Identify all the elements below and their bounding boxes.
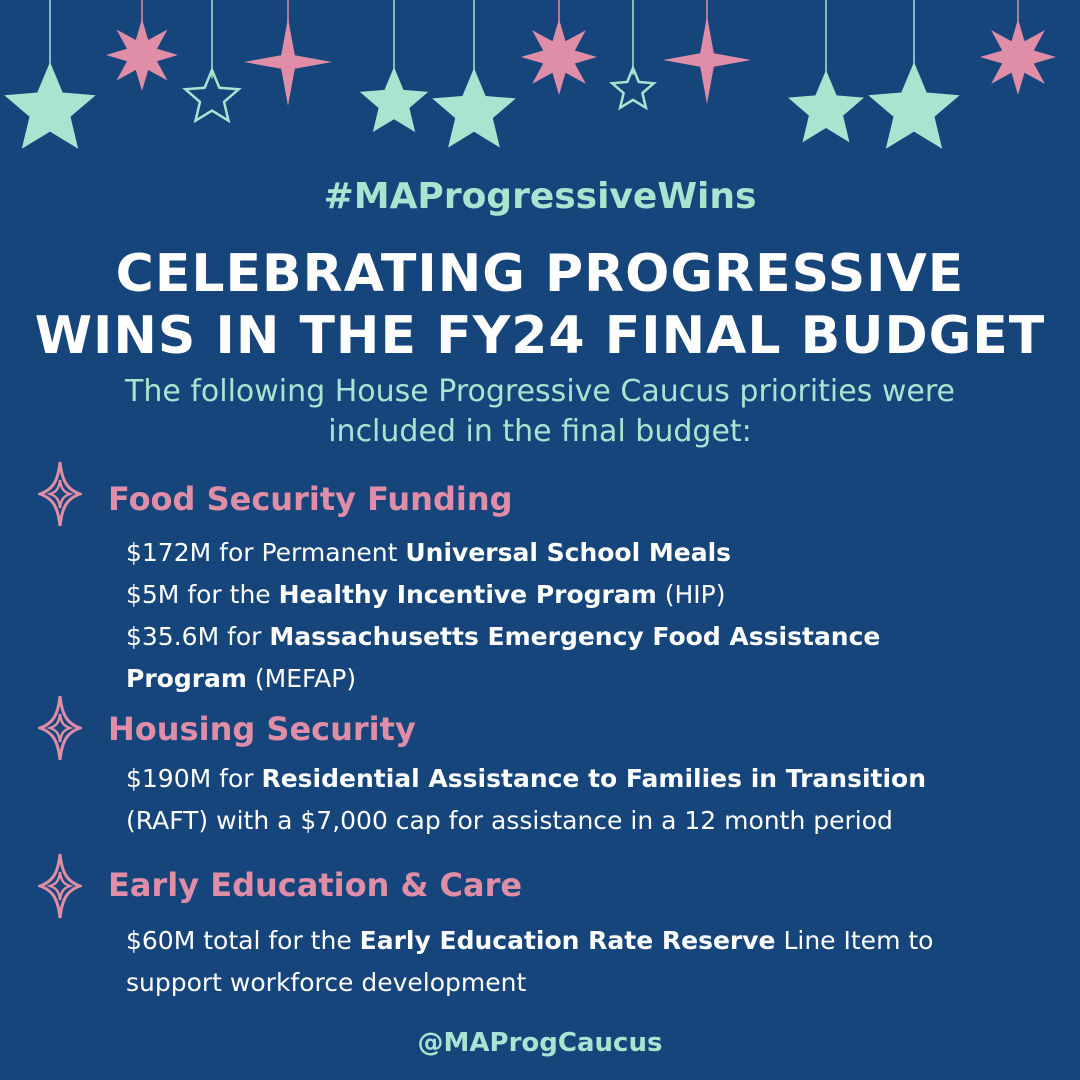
sparkle-star-icon (106, 19, 178, 91)
list-item: $172M for Permanent Universal School Meals (126, 538, 732, 567)
sparkle-star-icon (663, 16, 751, 104)
star-icon (432, 68, 516, 148)
intro-text (40, 372, 1040, 452)
hanging-stars-decoration (0, 0, 1080, 170)
headline-line-2: WINS IN THE FY24 FINAL BUDGET (34, 306, 1046, 366)
list-item: Program (MEFAP) (126, 664, 357, 693)
star-icon (4, 62, 95, 149)
section-title: Early Education & Care (108, 866, 523, 904)
list-item: $60M total for the Early Education Rate Reserve Line Item to (126, 926, 934, 955)
sparkle-icon (38, 852, 82, 920)
sparkle-icon (38, 460, 82, 528)
sparkle-star-icon (980, 19, 1056, 95)
list-item: $190M for Residential Assistance to Families in Transition (126, 764, 927, 793)
intro-line-2: included in the final budget: (328, 414, 752, 449)
headline-line-1: CELEBRATING PROGRESSIVE (115, 244, 965, 304)
star-icon (868, 62, 959, 149)
star-icon (788, 70, 864, 142)
section-title: Housing Security (108, 710, 416, 748)
section-title: Food Security Funding (108, 480, 513, 518)
social-handle: @MAProgCaucus (417, 1028, 663, 1058)
star-icon (360, 67, 428, 132)
list-item: $35.6M for Massachusetts Emergency Food Assistance (126, 622, 881, 651)
list-item: (RAFT) with a $7,000 cap for assistance in a 12 month period (126, 806, 893, 835)
sparkle-star-icon (244, 18, 332, 106)
intro-line-1: The following House Progressive Caucus priorities were (125, 374, 955, 409)
list-item: support workforce development (126, 968, 527, 997)
hashtag: #MAProgressiveWins (323, 176, 757, 217)
list-item: $5M for the Healthy Incentive Program (HIP) (126, 580, 726, 609)
sparkle-icon (38, 694, 82, 762)
sparkle-star-icon (521, 19, 597, 95)
